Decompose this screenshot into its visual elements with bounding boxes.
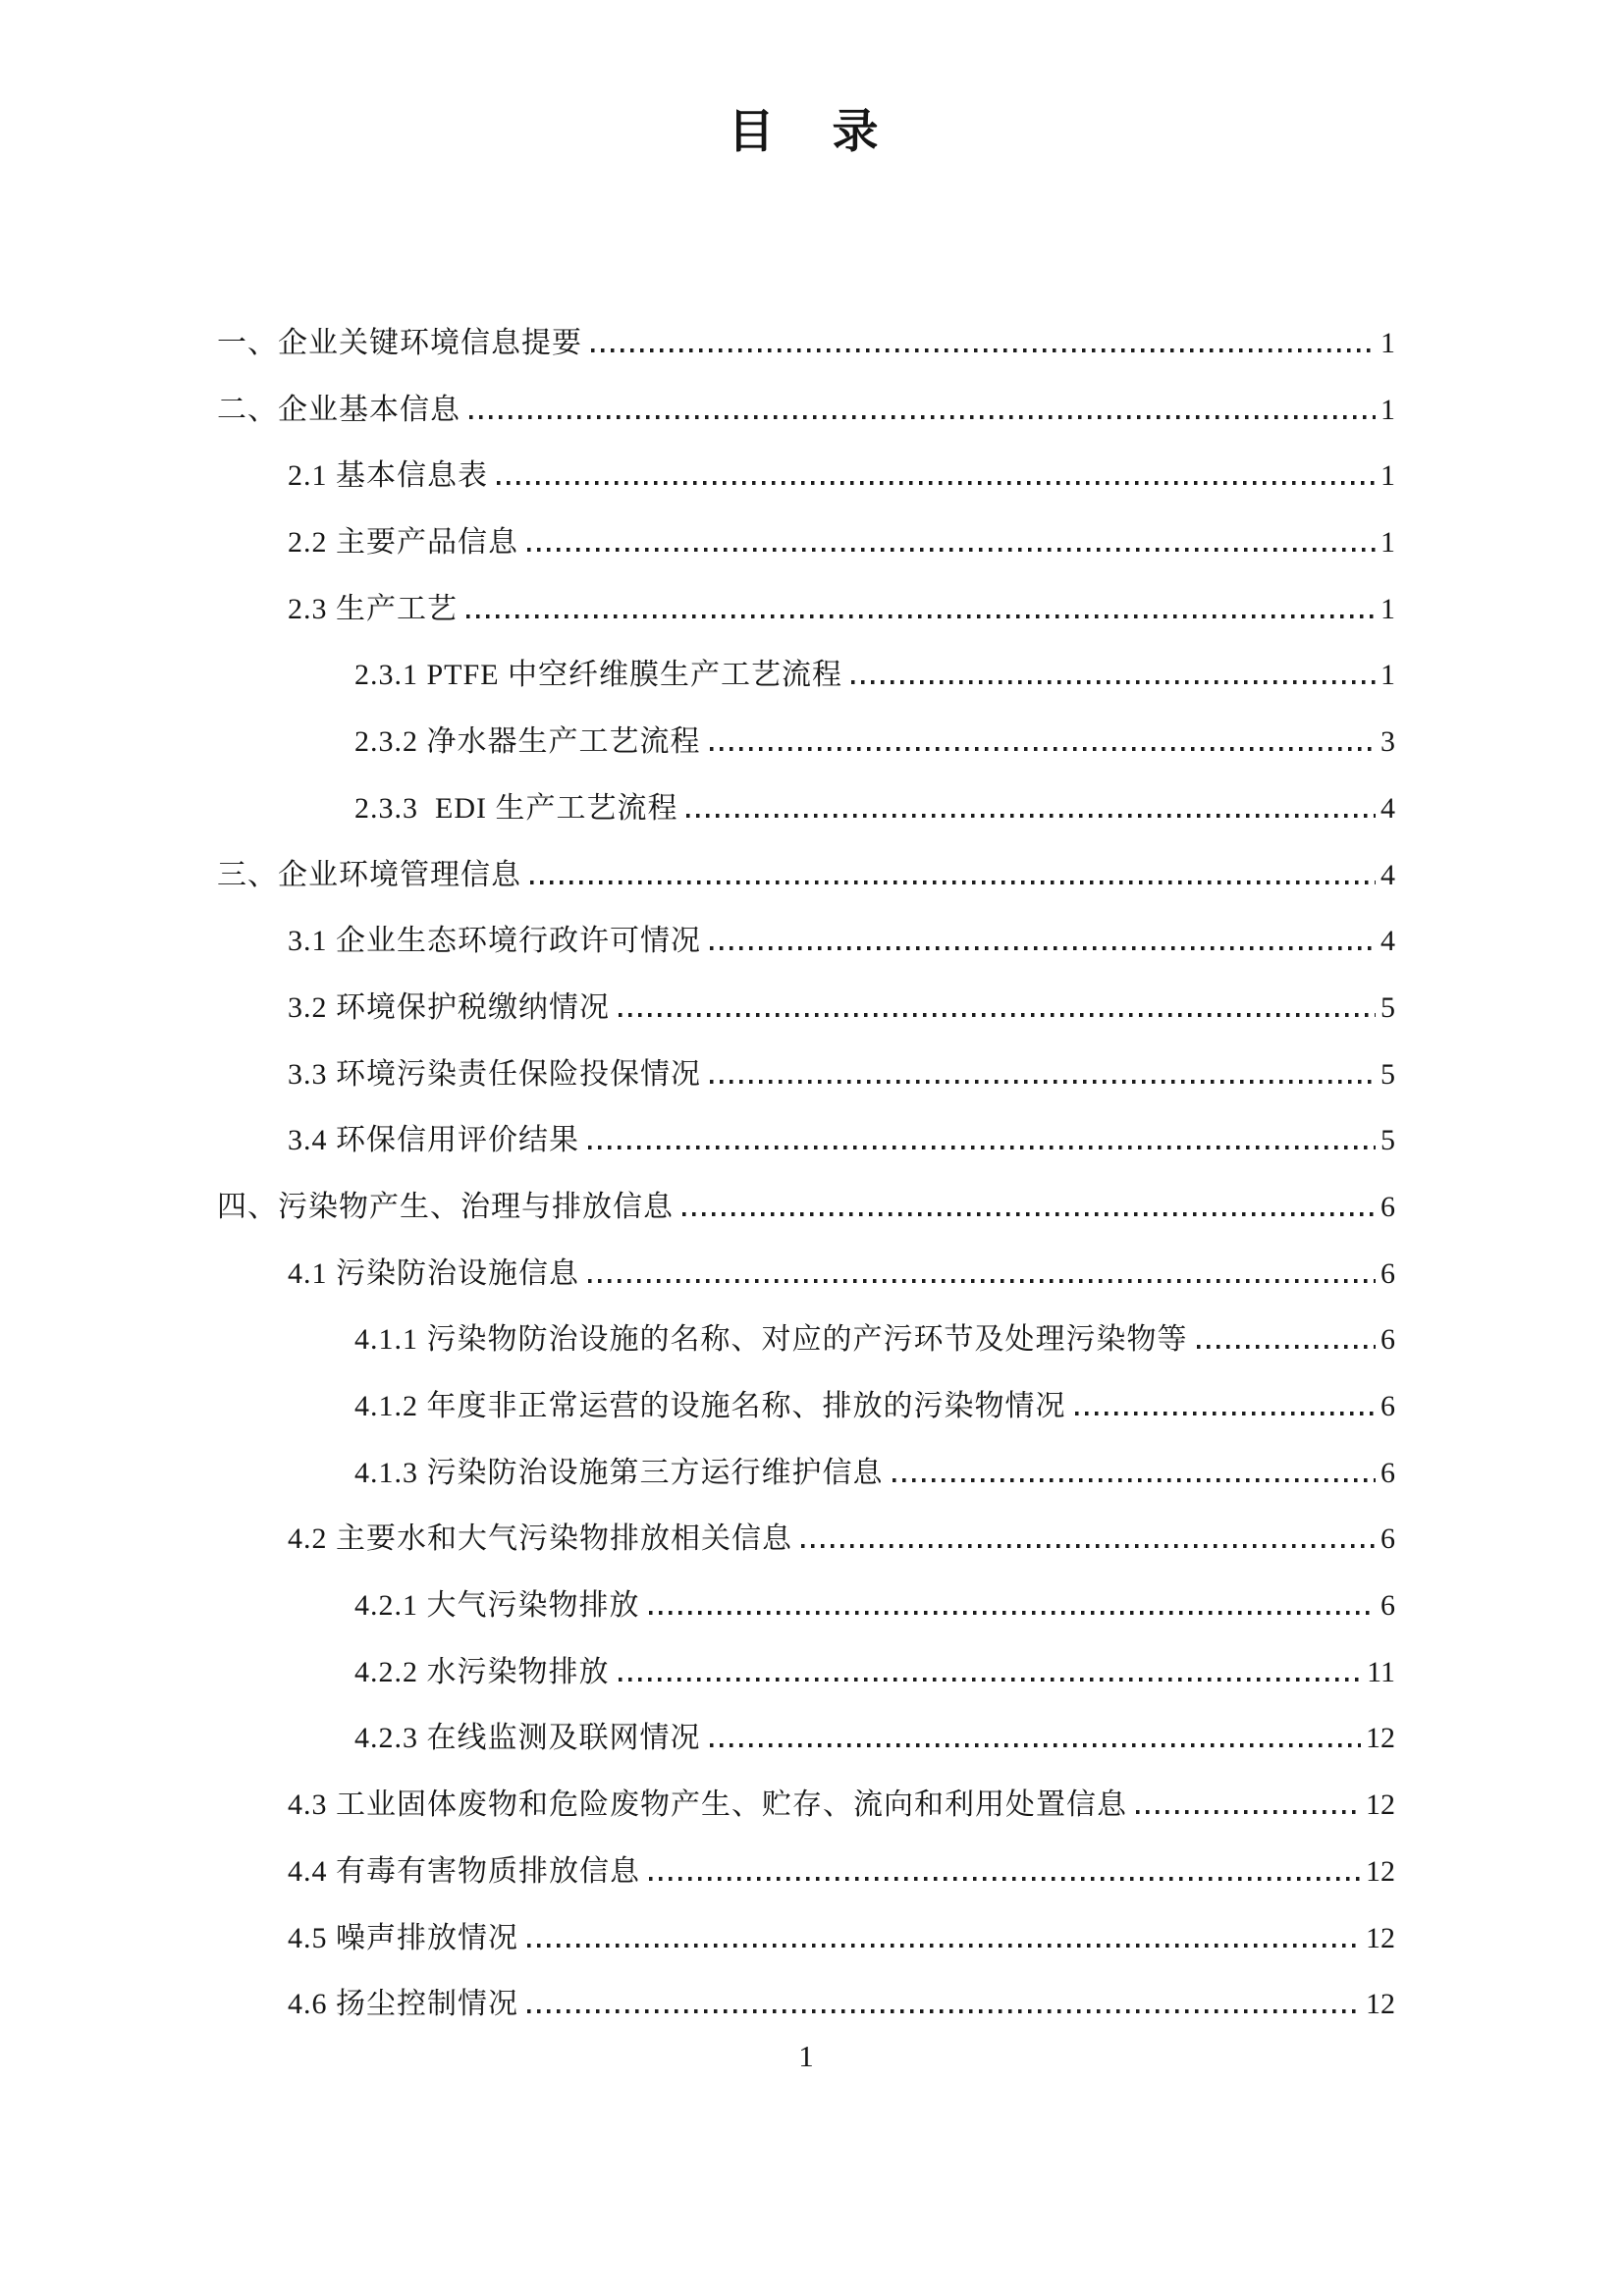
toc-entry [217,975,1395,1041]
toc-entry [217,1971,1395,2038]
toc-entry-label: 二、企业基本信息 [217,393,460,426]
toc-entry-label: 3.1 企业生态环境行政许可情况 [288,925,701,958]
toc-page-number: 1 [1380,393,1395,426]
toc-list [217,310,1395,2038]
dotted-leader [710,946,1376,950]
toc-entry-label: 4.5 噪声排放情况 [288,1921,518,1954]
toc-page-number: 12 [1366,1789,1395,1822]
toc-page-number: 5 [1380,1057,1395,1091]
toc-entry [217,1639,1395,1706]
page-title: 目 录 [728,107,885,158]
footer-page-number: 1 [798,2039,814,2073]
toc-entry [217,1705,1395,1772]
toc-entry-label: 2.1 基本信息表 [288,459,488,493]
dotted-leader [649,1877,1361,1881]
dotted-leader [588,1279,1376,1283]
toc-entry [217,1573,1395,1639]
toc-page-number: 5 [1380,990,1395,1024]
dotted-leader [466,614,1376,618]
toc-page-number: 6 [1380,1390,1395,1422]
toc-entry-label: 四、污染物产生、治理与排放信息 [217,1190,674,1223]
toc-entry [217,1174,1395,1241]
toc-entry-label: 2.2 主要产品信息 [288,526,518,560]
dotted-leader [1136,1810,1361,1814]
toc-page-number: 5 [1380,1124,1395,1157]
dotted-leader [530,881,1376,884]
toc-page-number: 6 [1380,1323,1395,1357]
toc-entry [217,1241,1395,1308]
dotted-leader [1075,1412,1377,1415]
toc-entry-label: 4.3 工业固体废物和危险废物产生、贮存、流向和利用处置信息 [288,1789,1127,1822]
toc-entry [217,310,1395,377]
toc-entry [217,842,1395,909]
dotted-leader [893,1478,1377,1482]
toc-page-number: 1 [1380,592,1395,625]
toc-page-number: 1 [1380,327,1395,359]
toc-entry-label: 4.1.1 污染物防治设施的名称、对应的产污环节及处理污染物等 [354,1323,1188,1357]
toc-entry-label: 2.3.2 净水器生产工艺流程 [354,725,701,759]
toc-page-number: 6 [1380,1190,1395,1223]
dotted-leader [1197,1345,1377,1349]
toc-page-number: 11 [1367,1655,1395,1688]
toc-page-number: 4 [1380,791,1395,825]
toc-entry [217,443,1395,509]
dotted-leader [497,481,1376,485]
dotted-leader [710,747,1377,751]
toc-page-number: 6 [1380,1522,1395,1556]
toc-entry [217,1506,1395,1573]
toc-entry-label: 3.3 环境污染责任保险投保情况 [288,1057,701,1091]
toc-entry [217,1772,1395,1839]
toc-entry-label: 2.3.1 PTFE 中空纤维膜生产工艺流程 [354,659,843,692]
toc-entry-label: 4.1.2 年度非正常运营的设施名称、排放的污染物情况 [354,1390,1066,1422]
toc-entry [217,1839,1395,1905]
toc-page-number: 6 [1380,1456,1395,1489]
dotted-leader [682,1212,1376,1216]
toc-page-number: 12 [1366,1921,1395,1954]
toc-page-number: 1 [1380,526,1395,560]
toc-entry-label: 三、企业环境管理信息 [217,858,521,891]
dotted-leader [851,680,1376,684]
dotted-leader [686,814,1376,818]
toc-entry-label: 4.1.3 污染防治设施第三方运行维护信息 [354,1456,884,1489]
dotted-leader [801,1544,1376,1548]
toc-entry-label: 3.2 环境保护税缴纳情况 [288,990,610,1024]
toc-entry [217,1041,1395,1108]
toc-entry-label: 一、企业关键环境信息提要 [217,327,582,359]
dotted-leader [649,1611,1377,1615]
dotted-leader [619,1013,1376,1017]
toc-entry [217,576,1395,643]
dotted-leader [588,1146,1376,1149]
toc-page-number: 12 [1366,1722,1395,1755]
toc-entry [217,509,1395,576]
dotted-leader [591,348,1376,352]
toc-entry [217,1905,1395,1972]
toc-page-number: 1 [1380,659,1395,692]
toc-page-number: 6 [1380,1256,1395,1290]
dotted-leader [710,1080,1376,1084]
toc-entry-label: 4.2.2 水污染物排放 [354,1655,610,1688]
toc-page-number: 1 [1380,459,1395,493]
toc-page-number: 12 [1366,1988,1395,2021]
dotted-leader [469,415,1376,419]
dotted-leader [527,548,1376,552]
toc-entry-label: 3.4 环保信用评价结果 [288,1124,579,1157]
dotted-leader [710,1743,1362,1747]
toc-entry [217,642,1395,709]
toc-entry-label: 2.3.3 EDI 生产工艺流程 [354,791,678,825]
dotted-leader [527,2009,1361,2013]
toc-entry-label: 4.4 有毒有害物质排放信息 [288,1854,640,1888]
toc-page-number: 6 [1380,1589,1395,1623]
toc-entry-label: 4.6 扬尘控制情况 [288,1988,518,2021]
toc-entry [217,775,1395,842]
toc-entry-label: 4.2 主要水和大气污染物排放相关信息 [288,1522,792,1556]
toc-entry-label: 4.2.3 在线监测及联网情况 [354,1722,701,1755]
toc-entry-label: 4.2.1 大气污染物排放 [354,1589,640,1623]
toc-page-number: 12 [1366,1854,1395,1888]
toc-entry-label: 4.1 污染防治设施信息 [288,1256,579,1290]
toc-entry [217,377,1395,444]
toc-page-number: 4 [1380,925,1395,958]
toc-entry [217,908,1395,975]
dotted-leader [619,1678,1363,1682]
toc-entry [217,1440,1395,1507]
toc-page-number: 4 [1380,858,1395,891]
toc-entry [217,1307,1395,1373]
toc-entry-label: 2.3 生产工艺 [288,592,458,625]
toc-page-number: 3 [1380,725,1395,759]
toc-entry [217,1373,1395,1440]
toc-entry [217,1107,1395,1174]
dotted-leader [527,1944,1361,1948]
toc-entry [217,709,1395,775]
